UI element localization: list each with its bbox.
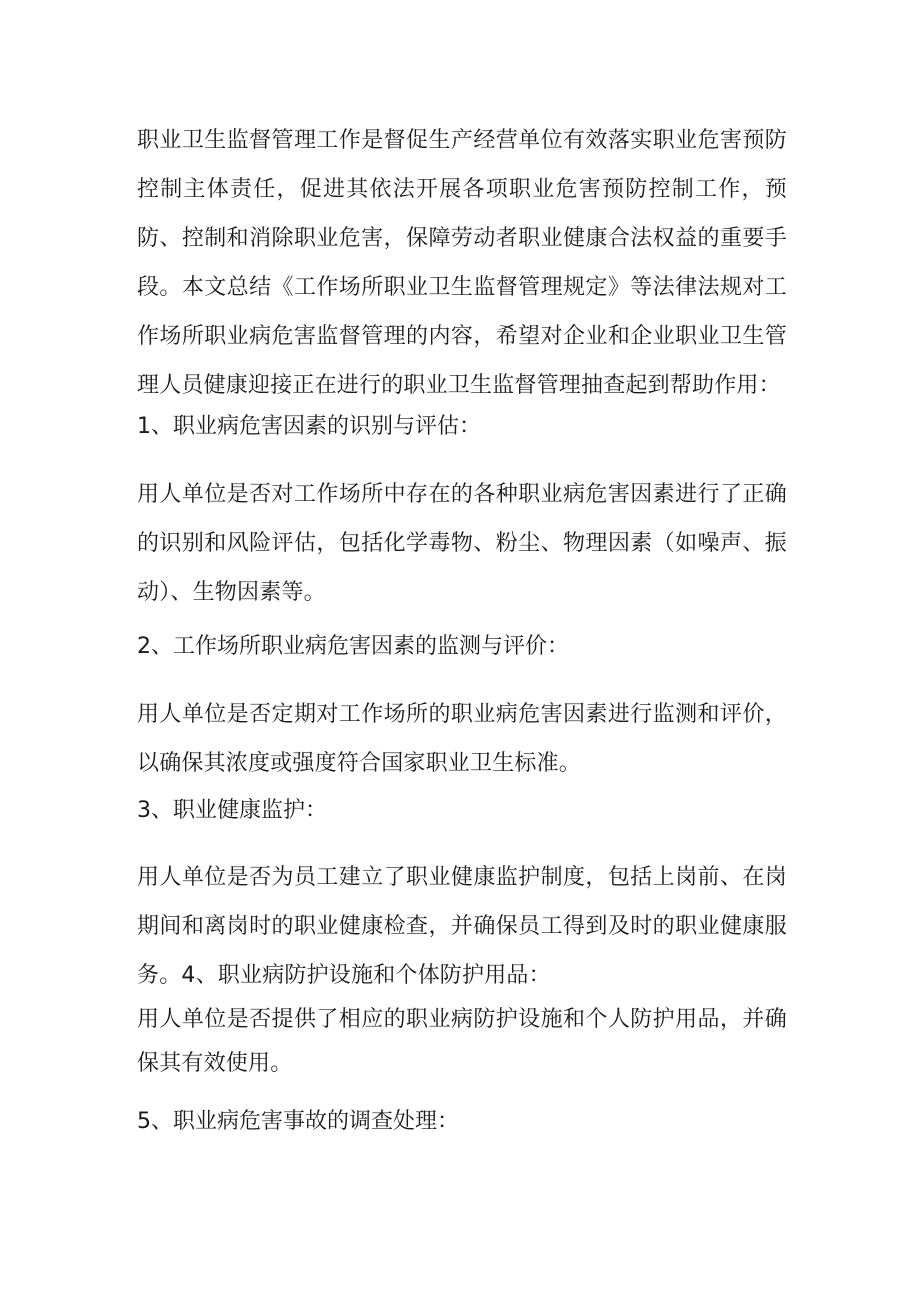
section-1-heading: 1、职业病危害因素的识别与评估：: [137, 414, 481, 439]
section-2-body: 用人单位是否定期对工作场所的职业病危害因素进行监测和评价，以确保其浓度或强度符合国家职业卫生标准。: [137, 702, 787, 776]
section-2-heading: 2、工作场所职业病危害因素的监测与评价：: [137, 634, 569, 659]
section-4-body: 用人单位是否提供了相应的职业病防护设施和个人防护用品，并确保其有效使用。: [137, 1007, 787, 1076]
section-5-heading: 5、职业病危害事故的调查处理：: [137, 1109, 459, 1134]
section-1-body: 用人单位是否对工作场所中存在的各种职业病危害因素进行了正确的识别和风险评估，包括化学毒物、粉尘、物理因素（如噪声、振动）、生物因素等。: [137, 482, 787, 605]
intro-paragraph: 职业卫生监督管理工作是督促生产经营单位有效落实职业危害预防控制主体责任，促进其依法开展各项职业危害预防控制工作，预防、控制和消除职业危害，保障劳动者职业健康合法权益的重要手段。本文总结《工作场所职业卫生监督管理规定》等法律法规对工作场所职业病危害监督管理的内容，希望对企业和企业职业卫生管理人员健康迎接正在进行的职业卫生监督管理抽查起到帮助作用：: [137, 128, 787, 398]
section-3-body: 用人单位是否为员工建立了职业健康监护制度，包括上岗前、在岗期间和离岗时的职业健康检查，并确保员工得到及时的职业健康服务。4、职业病防护设施和个体防护用品：: [137, 865, 787, 988]
section-3-heading: 3、职业健康监护：: [137, 798, 327, 823]
